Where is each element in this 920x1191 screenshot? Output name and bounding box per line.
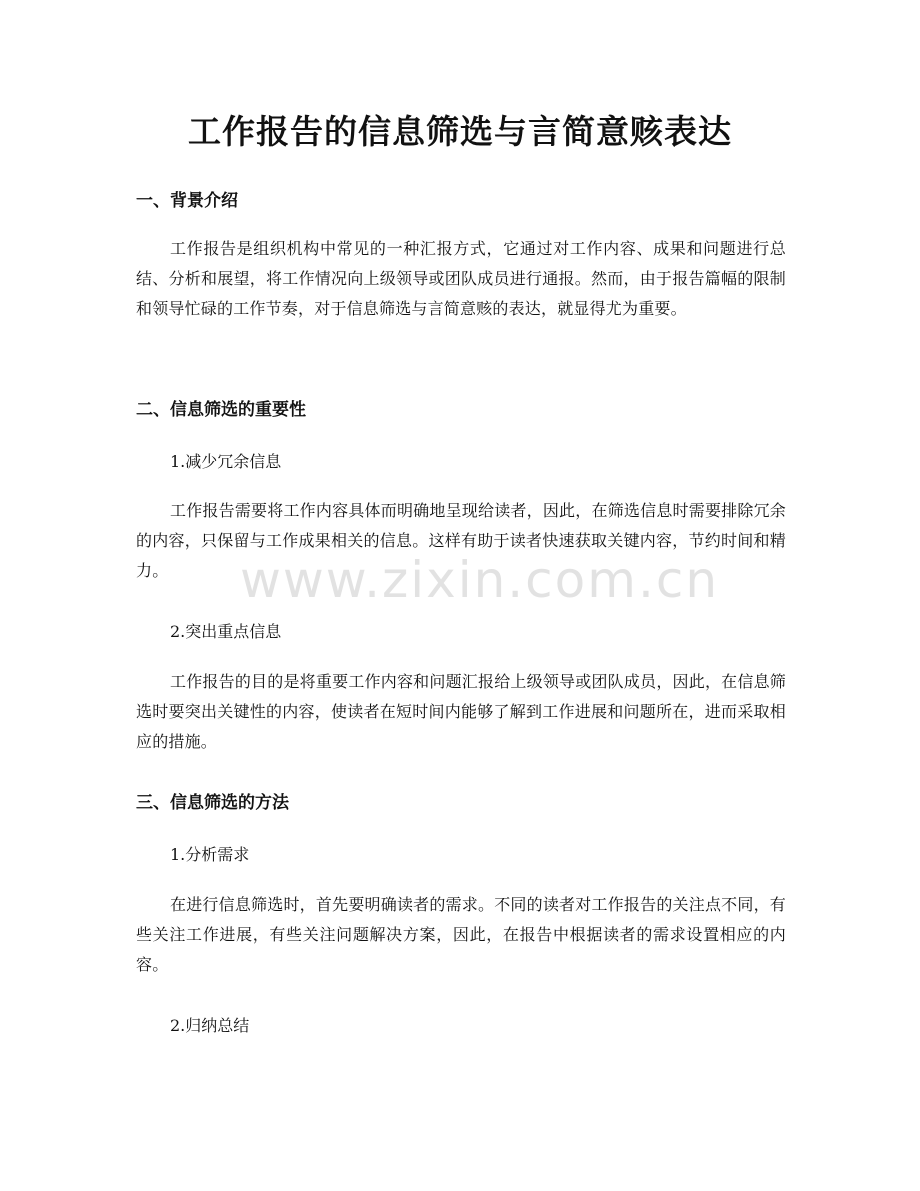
section-heading-importance: 二、信息筛选的重要性 [136, 400, 306, 420]
section-heading-methods: 三、信息筛选的方法 [136, 793, 289, 813]
paragraph-highlight-key: 工作报告的目的是将重要工作内容和问题汇报给上级领导或团队成员，因此，在信息筛选时要突出关键性的内容，使读者在短时间内能够了解到工作进展和问题所在，进而采取相应的措施。 [136, 672, 786, 751]
paragraph-analyze-needs: 在进行信息筛选时，首先要明确读者的需求。不同的读者对工作报告的关注点不同，有些关注工作进展，有些关注问题解决方案，因此，在报告中根据读者的需求设置相应的内容。 [136, 895, 786, 974]
document-title: 工作报告的信息筛选与言简意赅表达 [188, 112, 732, 151]
subheading-analyze-needs: 1.分析需求 [170, 845, 250, 864]
subheading-highlight-key: 2.突出重点信息 [170, 622, 282, 641]
paragraph-background: 工作报告是组织机构中常见的一种汇报方式，它通过对工作内容、成果和问题进行总结、分析和展望，将工作情况向上级领导或团队成员进行通报。然而，由于报告篇幅的限制和领导忙碌的工作节奏，对于信息筛选与言简意赅的表达，就显得尤为重要。 [136, 239, 786, 318]
watermark: www.zixin.com.cn [240, 551, 720, 609]
subheading-reduce-redundancy: 1.减少冗余信息 [170, 452, 282, 471]
section-heading-background: 一、背景介绍 [136, 191, 238, 211]
subheading-summarize: 2.归纳总结 [170, 1016, 250, 1035]
paragraph-reduce-redundancy: 工作报告需要将工作内容具体而明确地呈现给读者，因此，在筛选信息时需要排除冗余的内容，只保留与工作成果相关的信息。这样有助于读者快速获取关键内容，节约时间和精力。 [136, 501, 786, 580]
